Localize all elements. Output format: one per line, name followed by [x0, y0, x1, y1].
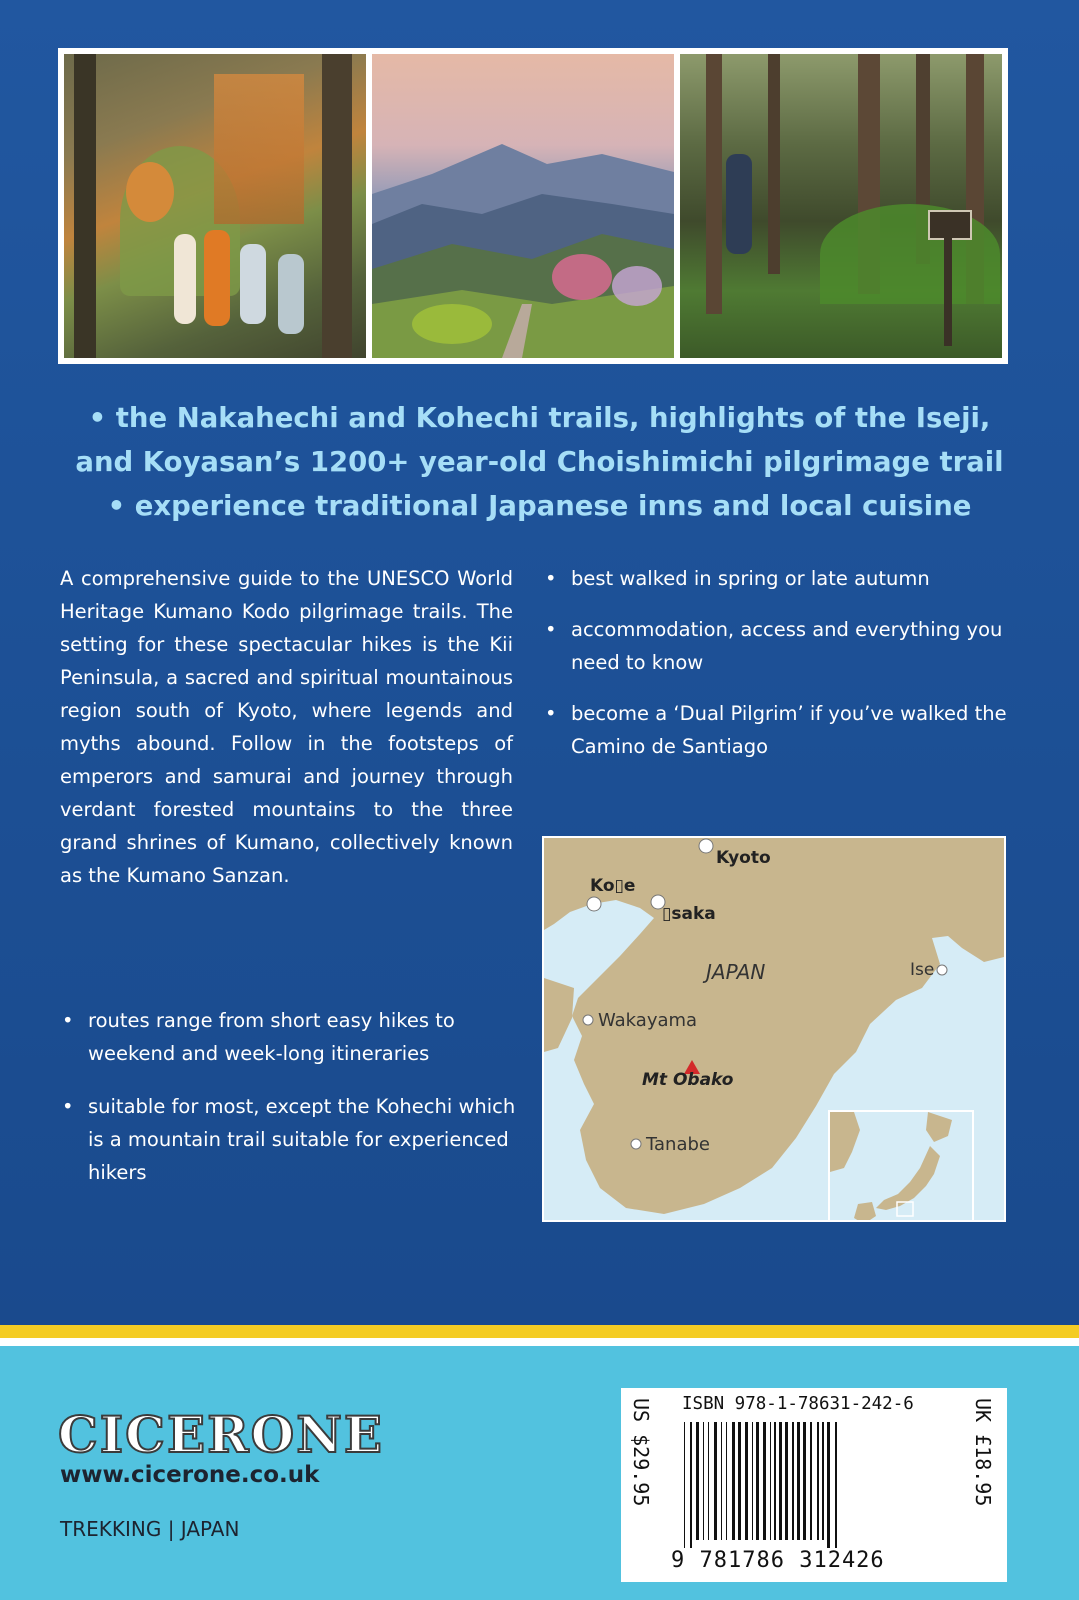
map-label-tanabe: Tanabe	[646, 1134, 710, 1155]
map-label-kobe: Ko▯e	[590, 876, 636, 896]
photo-strip	[58, 48, 1008, 364]
barcode-bar	[732, 1422, 735, 1540]
bullet-item: • routes range from short easy hikes to weekend and week-long itineraries	[60, 1004, 520, 1070]
barcode-bar	[779, 1422, 782, 1540]
barcode-bar	[752, 1422, 753, 1540]
map-label-mt-obako: Mt Obako	[642, 1070, 734, 1090]
barcode-bar	[703, 1422, 704, 1540]
barcode-bar	[792, 1422, 794, 1540]
barcode-bar	[690, 1422, 692, 1548]
map-label-ise: Ise	[910, 960, 935, 980]
publisher-website: www.cicerone.co.uk	[60, 1462, 320, 1488]
ise-dot	[937, 965, 947, 975]
headline-line-2: and Koyasan’s 1200+ year-old Choishimichi pilgrimage trail	[75, 446, 1004, 478]
bullet-item: • accommodation, access and everything you need to know	[543, 613, 1023, 679]
photo-pilgrim-procession	[64, 54, 366, 358]
inset-outline	[830, 1112, 972, 1222]
barcode-bar	[797, 1422, 800, 1540]
barcode-bar	[803, 1422, 806, 1540]
map-label-osaka: ▯saka	[662, 904, 716, 924]
kobe-dot	[587, 897, 601, 911]
barcode-bar	[817, 1422, 819, 1540]
kii-peninsula-map	[542, 836, 1006, 1222]
barcode-bar	[827, 1422, 830, 1548]
barcode-bar	[785, 1422, 788, 1540]
tanabe-dot	[631, 1139, 641, 1149]
description-text: A comprehensive guide to the UNESCO World Heritage Kumano Kodo pilgrimage trails. The setting for these spectacular hikes is the Kii Peninsula, a sacred and spiritual mountainous region south of Kyoto, where legends and myths abound. Follow in the footsteps of emperors and samurai and journey through verdant forested mountains to the three grand shrines of Kumano, collectively known as the Kumano Sanzan.	[60, 567, 513, 887]
headline-highlights	[0, 396, 1079, 528]
japan-inset-map	[828, 1110, 974, 1222]
barcode-digits: 9 781786 312426	[671, 1548, 885, 1573]
cicerone-logo: CICERONE	[58, 1405, 385, 1464]
photo-forest-trail	[680, 54, 1002, 358]
wakayama-dot	[583, 1015, 593, 1025]
bullet-item: • become a ‘Dual Pilgrim’ if you’ve walked the Camino de Santiago	[543, 697, 1023, 763]
barcode-bar	[726, 1422, 727, 1540]
barcode-bar	[774, 1422, 776, 1540]
yellow-stripe	[0, 1325, 1079, 1338]
map-label-wakayama: Wakayama	[598, 1010, 698, 1031]
headline-line-3: • experience traditional Japanese inns and local cuisine	[107, 490, 972, 522]
map-label-japan: JAPAN	[706, 960, 766, 984]
book-description	[60, 562, 513, 892]
barcode-bar	[708, 1422, 709, 1540]
bullet-item: • best walked in spring or late autumn	[543, 562, 1023, 595]
left-bullet-list	[60, 1004, 520, 1209]
isbn-text: ISBN 978-1-78631-242-6	[682, 1394, 914, 1414]
barcode-bar	[756, 1422, 759, 1540]
barcode-bar	[738, 1422, 741, 1540]
headline-line-1: • the Nakahechi and Kohechi trails, highlights of the Iseji,	[88, 402, 991, 434]
photo-mountain-view	[372, 54, 674, 358]
book-category: TREKKING | JAPAN	[60, 1517, 240, 1541]
barcode-panel	[621, 1388, 1007, 1582]
barcode-bar	[745, 1422, 748, 1540]
barcode-bar	[770, 1422, 771, 1540]
barcode-bar	[696, 1422, 699, 1540]
barcode-bar	[810, 1422, 812, 1540]
map-label-kyoto: Kyoto	[716, 848, 771, 868]
barcode-bar	[835, 1422, 837, 1548]
barcode-bar	[714, 1422, 717, 1540]
barcode-bar	[684, 1422, 685, 1548]
barcode-bars	[682, 1422, 944, 1548]
barcode-bar	[721, 1422, 722, 1540]
barcode-bar	[822, 1422, 824, 1540]
bullet-item: • suitable for most, except the Kohechi which is a mountain trail suitable for experienced hikers	[60, 1090, 520, 1189]
white-stripe	[0, 1338, 1079, 1346]
kyoto-dot	[699, 839, 713, 853]
barcode-bar	[763, 1422, 766, 1540]
price-uk: UK £18.95	[971, 1398, 995, 1507]
right-bullet-list	[543, 562, 1023, 781]
price-us: US $29.95	[629, 1398, 653, 1507]
